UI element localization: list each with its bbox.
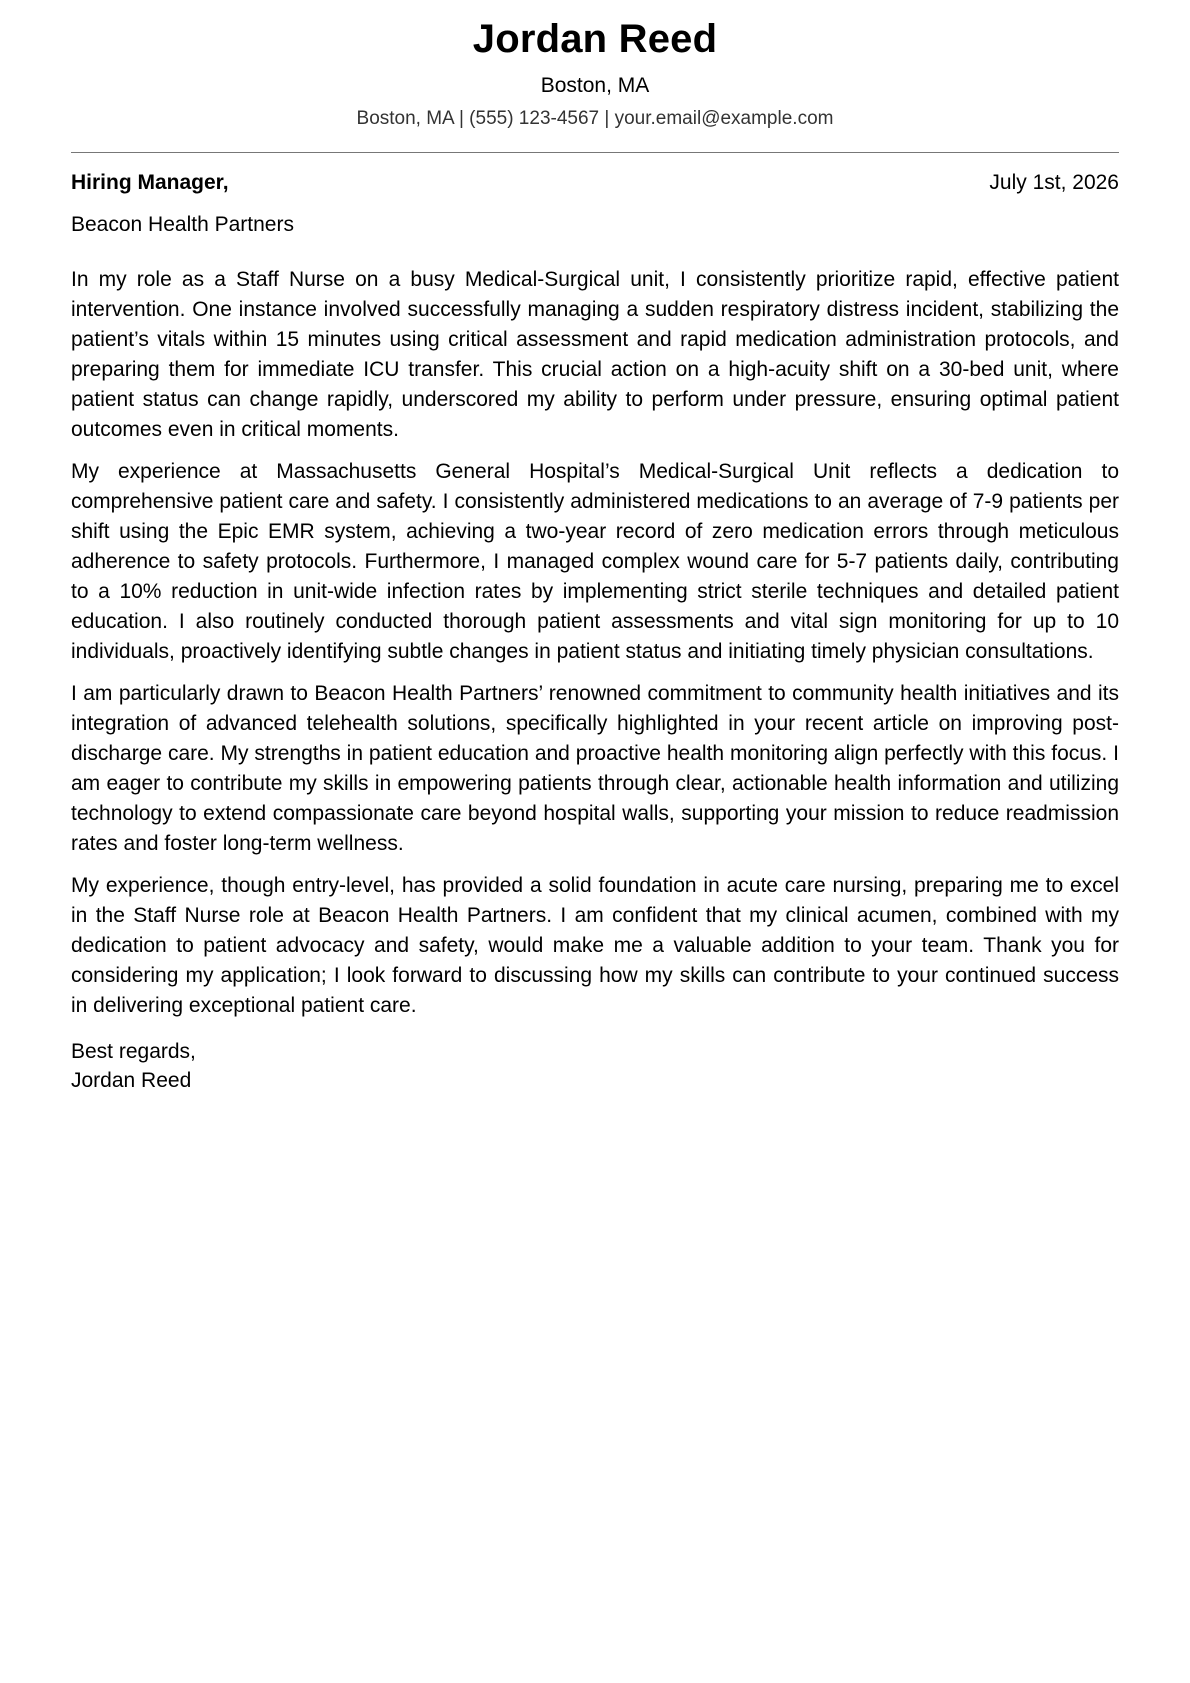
contact-line: Boston, MA | (555) 123-4567 | your.email@example.com [356,108,834,129]
letter-date: July 1st, 2026 [989,171,1119,194]
body-paragraph: I am particularly drawn to Beacon Health Partners’ renowned commitment to community health initiatives and its integration of advanced telehealth solutions, specifically highlighted in your recent article on improving post-discharge care. My strengths in patient education and proactive health monitoring align perfectly with this focus. I am eager to contribute my skills in empowering patients through clear, actionable health information and utilizing technology to extend compassionate care beyond hospital walls, supporting your mission to reduce readmission rates and foster long-term wellness. [71,682,1119,855]
applicant-location: Boston, MA [540,74,650,97]
salutation-row [71,168,1119,198]
salutation: Hiring Manager, [71,171,229,194]
recipient-company: Beacon Health Partners [71,213,294,236]
letter-header [71,0,1119,132]
header-divider [71,152,1119,153]
body-paragraph: My experience at Massachusetts General Hospital’s Medical-Surgical Unit reflects a dedication to comprehensive patient care and safety. I consistently administered medications to an average of 7-9 patients per shift using the Epic EMR system, achieving a two-year record of zero medication errors through meticulous adherence to safety protocols. Furthermore, I managed complex wound care for 5-7 patients daily, contributing to a 10% reduction in unit-wide infection rates by implementing strict sterile techniques and detailed patient education. I also routinely conducted thorough patient assessments and vital sign monitoring for up to 10 individuals, proactively identifying subtle changes in patient status and initiating timely physician consultations. [71,460,1119,663]
letter-body [71,265,1119,1021]
letter-closing [71,1037,1119,1095]
signature-name: Jordan Reed [71,1069,192,1092]
valediction: Best regards, [71,1040,196,1063]
body-paragraph: In my role as a Staff Nurse on a busy Medical-Surgical unit, I consistently prioritize rapid, effective patient intervention. One instance involved successfully managing a sudden respiratory distress incident, stabilizing the patient’s vitals within 15 minutes using critical assessment and rapid medication administration protocols, and preparing them for immediate ICU transfer. This crucial action on a high-acuity shift on a 30-bed unit, where patient status can change rapidly, underscored my ability to perform under pressure, ensuring optimal patient outcomes even in critical moments. [71,268,1119,441]
body-paragraph: My experience, though entry-level, has provided a solid foundation in acute care nursing, preparing me to excel in the Staff Nurse role at Beacon Health Partners. I am confident that my clinical acumen, combined with my dedication to patient advocacy and safety, would make me a valuable addition to your team. Thank you for considering my application; I look forward to discussing how my skills can contribute to your continued success in delivering exceptional patient care. [71,874,1119,1017]
applicant-name: Jordan Reed [472,17,718,61]
